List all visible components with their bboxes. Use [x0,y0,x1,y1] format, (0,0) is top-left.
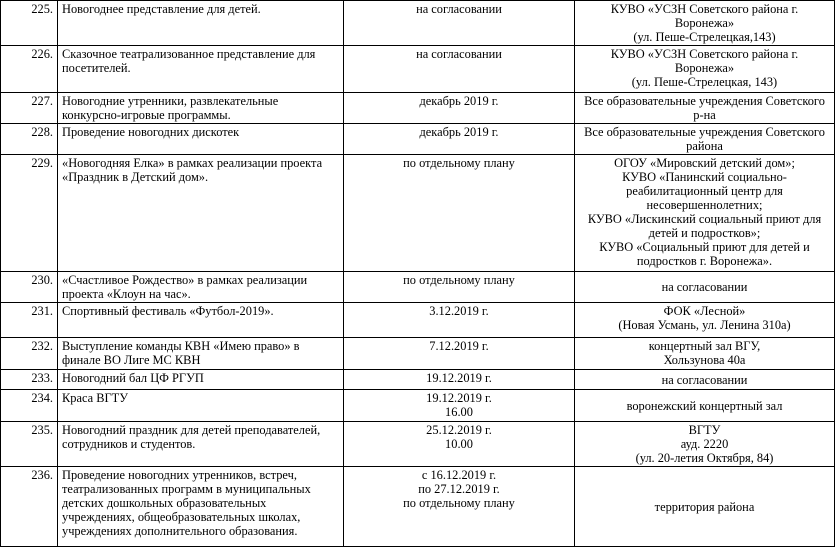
event-date [344,155,575,272]
event-place [575,422,835,467]
event-place-line: детей и подростков»; [648,226,761,240]
row-number: 231. [1,303,58,338]
table-row [1,390,835,422]
event-place-line: подростков г. Воронежа». [636,254,773,268]
event-date-line: по отдельному плану [403,273,515,287]
event-date [344,467,575,547]
event-place-line: Воронежа» [674,16,735,30]
events-table-body [1,1,835,547]
event-place-line: р-на [693,108,716,122]
event-date [344,93,575,124]
event-place-line: КУВО «УСЗН Советского района г. [610,47,799,61]
event-place-line: Воронежа» [674,61,735,75]
event-name: Проведение новогодних утренников, встреч, театрализованных программ в муниципальных детских дошкольных образовательных учреждениях, общеобразовательных школах, учреждениях дополнительного образования. [58,467,344,547]
event-name: Выступление команды КВН «Имею право» в финале ВО Лиге МС КВН [58,338,344,370]
table-row [1,303,835,338]
event-place-line: КУВО «Панинский социально- [622,170,787,184]
event-name: Проведение новогодних дискотек [58,124,344,155]
event-date-line: декабрь 2019 г. [419,94,499,108]
event-place-line: ауд. 2220 [680,437,729,451]
event-place-line: района [686,139,723,153]
event-place-line: реабилитационный центр для [626,184,783,198]
event-place-line: КУВО «Социальный приют для детей и [599,240,810,254]
table-row [1,1,835,46]
event-name: «Новогодняя Елка» в рамках реализации проекта «Праздник в Детский дом». [58,155,344,272]
event-date [344,1,575,46]
event-place-line: (Новая Усмань, ул. Ленина 310а) [618,318,791,332]
event-name: Краса ВГТУ [58,390,344,422]
event-place-line: Все образовательные учреждения Советского [584,125,825,139]
event-date [344,370,575,390]
row-number: 225. [1,1,58,46]
event-place-line: несовершеннолетних; [646,198,763,212]
event-place-line: КУВО «УСЗН Советского района г. [610,2,799,16]
event-date-line: 25.12.2019 г. [426,423,492,437]
event-date-line: 19.12.2019 г. [426,371,492,385]
event-name: Новогодний праздник для детей преподавателей, сотрудников и студентов. [58,422,344,467]
event-place [575,155,835,272]
table-row [1,467,835,547]
event-place [575,338,835,370]
event-date [344,390,575,422]
table-row [1,272,835,303]
event-date-line: по отдельному плану [403,156,515,170]
event-name: Сказочное театрализованное представление для посетителей. [58,46,344,93]
event-date-line: на согласовании [416,47,502,61]
event-place-line: (ул. Пеше-Стрелецкая,143) [633,30,776,44]
row-number: 226. [1,46,58,93]
event-place [575,272,835,303]
table-row [1,155,835,272]
table-row [1,422,835,467]
event-place-line: территория района [654,499,755,514]
event-name: Новогоднее представление для детей. [58,1,344,46]
event-date [344,338,575,370]
event-date-line: декабрь 2019 г. [419,125,499,139]
row-number: 233. [1,370,58,390]
event-place-line: Хользунова 40а [663,353,746,367]
event-place [575,390,835,422]
event-place [575,370,835,390]
event-place-line: Все образовательные учреждения Советского [584,94,825,108]
event-place-line: концертный зал ВГУ, [648,339,761,353]
row-number: 235. [1,422,58,467]
event-place [575,93,835,124]
event-place [575,46,835,93]
event-name: Новогодний бал ЦФ РГУП [58,370,344,390]
event-place [575,1,835,46]
event-place-line: на согласовании [661,372,748,387]
event-date [344,46,575,93]
table-row [1,93,835,124]
table-row [1,46,835,93]
event-date-line: 10.00 [445,437,473,451]
table-row [1,370,835,390]
event-place [575,467,835,547]
event-date-line: на согласовании [416,2,502,16]
event-place-line: КУВО «Лискинский социальный приют для [587,212,822,226]
row-number: 230. [1,272,58,303]
event-place-line: на согласовании [661,280,748,294]
event-date-line: 3.12.2019 г. [429,304,489,318]
event-date [344,124,575,155]
event-date [344,272,575,303]
event-name: Новогодние утренники, развлекательные конкурсно-игровые программы. [58,93,344,124]
event-date [344,422,575,467]
event-place [575,124,835,155]
event-date-line: по отдельному плану [403,496,515,510]
event-date-line: 16.00 [445,405,473,419]
row-number: 234. [1,390,58,422]
row-number: 229. [1,155,58,272]
event-place-line: (ул. Пеше-Стрелецкая, 143) [631,75,778,89]
row-number: 236. [1,467,58,547]
event-place-line: ВГТУ [688,423,721,437]
event-date-line: по 27.12.2019 г. [418,482,500,496]
row-number: 232. [1,338,58,370]
event-place [575,303,835,338]
event-name: Спортивный фестиваль «Футбол-2019». [58,303,344,338]
event-place-line: воронежский концертный зал [626,398,783,413]
table-row [1,338,835,370]
event-date-line: 7.12.2019 г. [429,339,489,353]
event-date-line: 19.12.2019 г. [426,391,492,405]
event-place-line: ФОК «Лесной» [663,304,746,318]
table-row [1,124,835,155]
event-place-line: (ул. 20-летия Октября, 84) [635,451,774,465]
event-name: «Счастливое Рождество» в рамках реализации проекта «Клоун на час». [58,272,344,303]
event-date-line: с 16.12.2019 г. [421,468,497,482]
row-number: 228. [1,124,58,155]
row-number: 227. [1,93,58,124]
event-place-line: ОГОУ «Мировский детский дом»; [614,156,795,170]
event-date [344,303,575,338]
